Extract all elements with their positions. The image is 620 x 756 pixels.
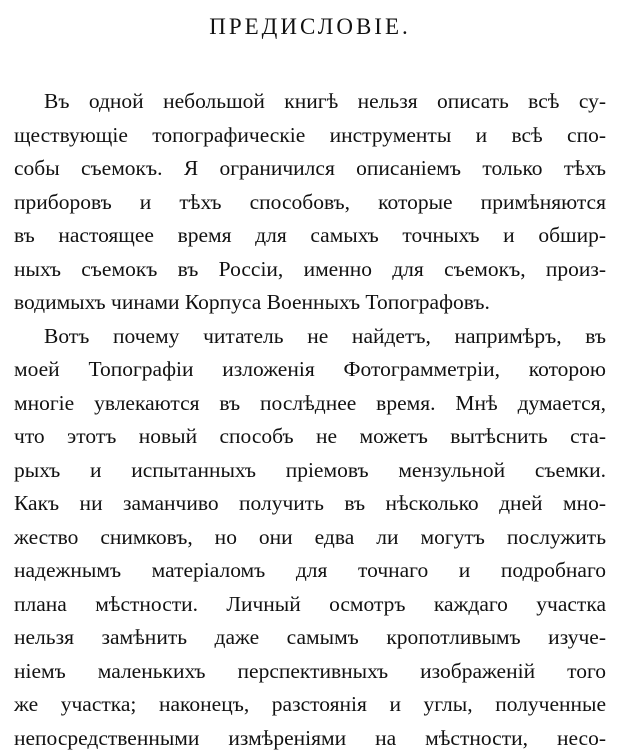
text-line: ществующіе топографическіе инструменты и всѣ спо- bbox=[14, 122, 606, 147]
text-line: жество снимковъ, но они едва ли могутъ послужить bbox=[14, 524, 606, 549]
text-line: Въ одной небольшой книгѣ нельзя описать всѣ су- bbox=[44, 89, 606, 113]
text-line: приборовъ и тѣхъ способовъ, которые примѣняются bbox=[14, 189, 606, 214]
text-line: что этотъ новый способъ не можетъ вытѣснить ста- bbox=[14, 424, 606, 448]
text-line: надежнымъ матеріаломъ для точнаго и подробнаго bbox=[14, 558, 606, 582]
text-line: собы съемокъ. Я ограничился описаніемъ только тѣхъ bbox=[14, 156, 606, 180]
text-line: водимыхъ чинами Корпуса Военныхъ Топографовъ. bbox=[14, 290, 490, 314]
text-line: моей Топографіи изложенія Фотограмметріи, которою bbox=[14, 357, 606, 381]
text-line: рыхъ и испытанныхъ пріемовъ мензульной съемки. bbox=[14, 457, 606, 482]
text-line: многіе увлекаются въ послѣднее время. Мнѣ думается, bbox=[14, 390, 606, 415]
text-line: Какъ ни заманчиво получить въ нѣсколько дней мно- bbox=[14, 491, 606, 515]
text-line: плана мѣстности. Личный осмотръ каждаго участка bbox=[14, 591, 606, 616]
text-line: ныхъ съемокъ въ Россіи, именно для съемокъ, произ- bbox=[14, 256, 606, 281]
text-line: непосредственными измѣреніями на мѣстности, несо- bbox=[14, 725, 606, 750]
text-line: ніемъ маленькихъ перспективныхъ изображеній того bbox=[14, 658, 606, 683]
text-line: нельзя замѣнить даже самымъ кропотливымъ изуче- bbox=[14, 625, 606, 649]
text-line: же участка; наконецъ, разстоянія и углы, полученные bbox=[14, 692, 606, 716]
page-title: ПРЕДИСЛОВІЕ. bbox=[209, 14, 411, 39]
text-line: Вотъ почему читатель не найдетъ, напримѣръ, въ bbox=[44, 323, 606, 348]
text-line: въ настоящее время для самыхъ точныхъ и обшир- bbox=[14, 223, 606, 247]
